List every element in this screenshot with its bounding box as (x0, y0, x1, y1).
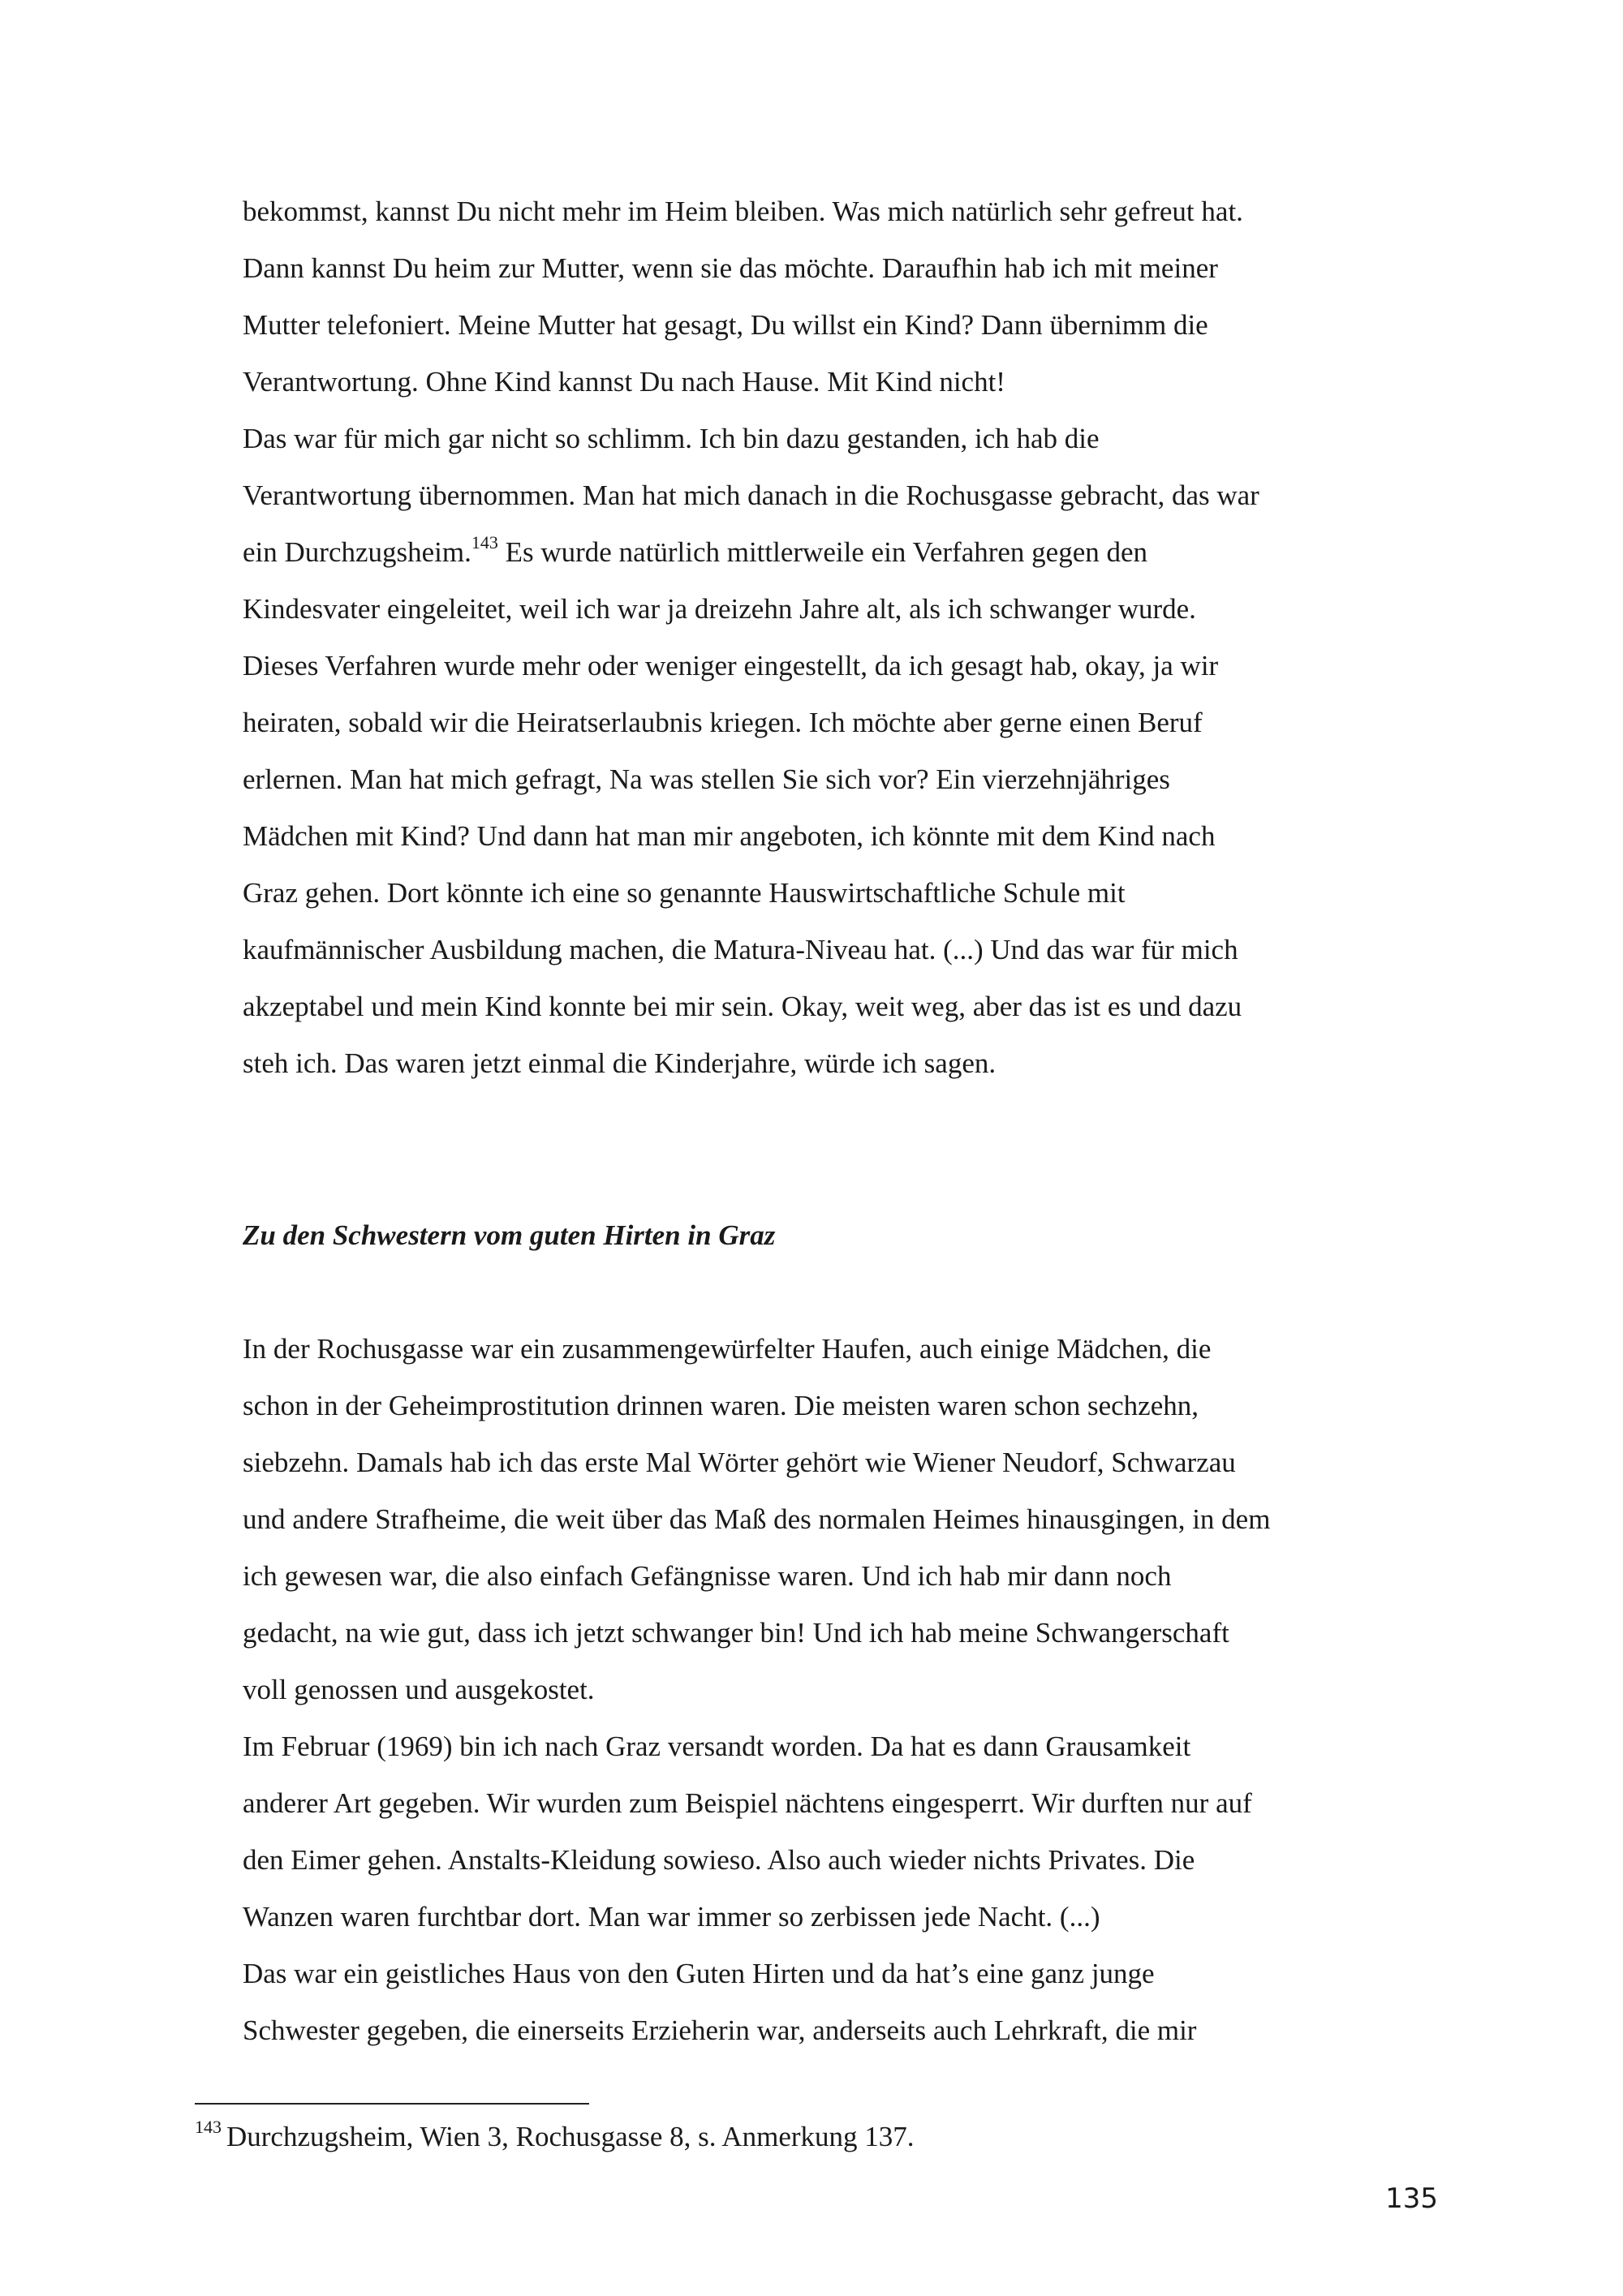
text-line: anderer Art gegeben. Wir wurden zum Beispiel nächtens eingesperrt. Wir durften nur auf (243, 1787, 1252, 1819)
text-line: Das war für mich gar nicht so schlimm. Ich bin dazu gestanden, ich hab die (243, 423, 1100, 454)
text-line: voll genossen und ausgekostet. (243, 1674, 595, 1705)
footnote-text: Durchzugsheim, Wien 3, Rochusgasse 8, s. Anmerkung 137. (226, 2121, 915, 2152)
text-line: Dieses Verfahren wurde mehr oder weniger eingestellt, da ich gesagt hab, okay, ja wir (243, 650, 1219, 681)
paragraph-2 (243, 1321, 1444, 2059)
text-line: Mutter telefoniert. Meine Mutter hat gesagt, Du willst ein Kind? Dann übernimm die (243, 309, 1208, 341)
text-line: Schwester gegeben, die einerseits Erzieherin war, anderseits auch Lehrkraft, die mir (243, 2014, 1197, 2046)
text-line: Graz gehen. Dort könnte ich eine so genannte Hauswirtschaftliche Schule mit (243, 877, 1126, 909)
text-line: und andere Strafheime, die weit über das Maß des normalen Heimes hinausgingen, in dem (243, 1503, 1271, 1535)
text-line: akzeptabel und mein Kind konnte bei mir sein. Okay, weit weg, aber das ist es und dazu (243, 991, 1242, 1022)
text-line: ich gewesen war, die also einfach Gefängnisse waren. Und ich hab mir dann noch (243, 1560, 1172, 1592)
text-segment: Es wurde natürlich mittlerweile ein Verfahren gegen den (497, 536, 1148, 568)
footnote (195, 2113, 915, 2161)
text-line: bekommst, kannst Du nicht mehr im Heim bleiben. Was mich natürlich sehr gefreut hat. (243, 196, 1243, 227)
text-line: erlernen. Man hat mich gefragt, Na was stellen Sie sich vor? Ein vierzehnjähriges (243, 763, 1170, 795)
text-line: Mädchen mit Kind? Und dann hat man mir angeboten, ich könnte mit dem Kind nach (243, 820, 1216, 852)
text-line: Das war ein geistliches Haus von den Guten Hirten und da hat’s eine ganz junge (243, 1958, 1155, 1989)
text-line: steh ich. Das waren jetzt einmal die Kinderjahre, würde ich sagen. (243, 1047, 997, 1079)
text-line: In der Rochusgasse war ein zusammengewürfelter Haufen, auch einige Mädchen, die (243, 1333, 1212, 1365)
text-line: siebzehn. Damals hab ich das erste Mal Wörter gehört wie Wiener Neudorf, Schwarzau (243, 1447, 1236, 1478)
section-heading: Zu den Schwestern vom guten Hirten in Graz (243, 1219, 776, 1251)
footnote-separator (195, 2103, 589, 2105)
text-line: schon in der Geheimprostitution drinnen waren. Die meisten waren schon sechzehn, (243, 1390, 1199, 1421)
page-number: 135 (1385, 2182, 1438, 2215)
paragraph-1 (243, 183, 1444, 1092)
text-line: Kindesvater eingeleitet, weil ich war ja dreizehn Jahre alt, als ich schwanger wurde. (243, 593, 1196, 625)
text-line-with-footnote-ref (243, 524, 1444, 581)
text-line: Im Februar (1969) bin ich nach Graz versandt worden. Da hat es dann Grausamkeit (243, 1731, 1191, 1762)
text-line: kaufmännischer Ausbildung machen, die Matura-Niveau hat. (...) Und das war für mich (243, 934, 1238, 965)
text-segment: ein Durchzugsheim. (243, 536, 471, 568)
text-line: Verantwortung. Ohne Kind kannst Du nach Hause. Mit Kind nicht! (243, 366, 1005, 398)
text-line: Dann kannst Du heim zur Mutter, wenn sie das möchte. Daraufhin hab ich mit meiner (243, 252, 1218, 284)
text-line: Verantwortung übernommen. Man hat mich danach in die Rochusgasse gebracht, das war (243, 479, 1259, 511)
text-line: Wanzen waren furchtbar dort. Man war immer so zerbissen jede Nacht. (...) (243, 1901, 1100, 1933)
text-line: gedacht, na wie gut, dass ich jetzt schwanger bin! Und ich hab meine Schwangerschaft (243, 1617, 1229, 1649)
text-line: den Eimer gehen. Anstalts-Kleidung sowieso. Also auch wieder nichts Privates. Die (243, 1844, 1195, 1876)
text-line: heiraten, sobald wir die Heiratserlaubnis kriegen. Ich möchte aber gerne einen Beruf (243, 707, 1203, 738)
footnote-number: 143 (195, 2117, 222, 2137)
footnote-reference[interactable]: 143 (471, 532, 498, 553)
